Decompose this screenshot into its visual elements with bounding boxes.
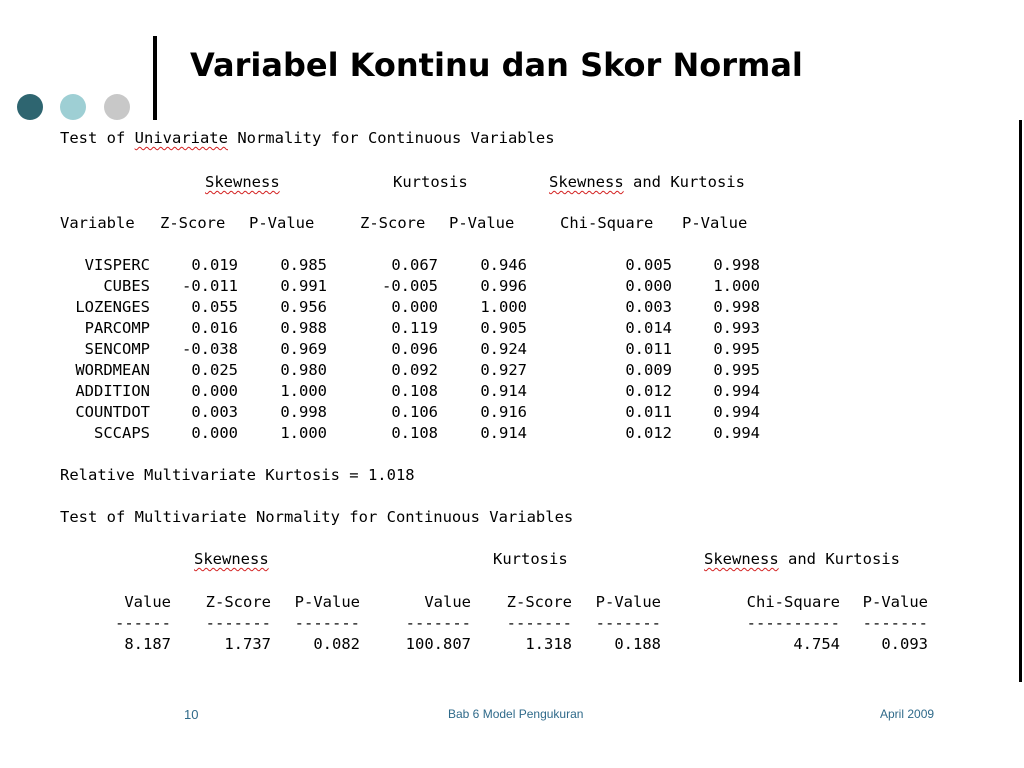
variable-name: LOZENGES bbox=[75, 298, 150, 316]
dash-separator: ------- bbox=[595, 614, 661, 632]
group-header-skewness-and-kurtosis bbox=[549, 172, 745, 193]
dash-separator: ------- bbox=[205, 614, 271, 632]
col-header-kurt-z: Z-Score bbox=[360, 214, 426, 232]
group-header-skewness: Skewness bbox=[194, 550, 269, 568]
group-header-text: Skewness bbox=[704, 550, 779, 568]
col-header-kurt-value: Value bbox=[424, 593, 471, 611]
skew-p-value: 1.000 bbox=[280, 382, 327, 400]
group-header-text: Skewness bbox=[549, 173, 624, 191]
variable-name: ADDITION bbox=[75, 382, 150, 400]
footer-page-number: 10 bbox=[184, 707, 199, 722]
col-header-chi-square: Chi-Square bbox=[560, 214, 654, 232]
col-header-skew-z: Z-Score bbox=[160, 214, 226, 232]
multivariate-heading: Test of Multivariate Normality for Continuous Variables bbox=[60, 508, 574, 526]
dash-separator: ------- bbox=[405, 614, 471, 632]
kurt-z-score: 0.092 bbox=[391, 361, 438, 379]
col-header-skew-value: Value bbox=[124, 593, 171, 611]
dash-separator: ------ bbox=[115, 614, 171, 632]
skew-z-score: 0.003 bbox=[191, 403, 238, 421]
variable-name: CUBES bbox=[103, 277, 150, 295]
skew-z-score: 0.016 bbox=[191, 319, 238, 337]
decorative-dot-teal bbox=[60, 94, 86, 120]
kurt-p-value: 0.927 bbox=[480, 361, 527, 379]
col-header-skew-p: P-Value bbox=[294, 593, 360, 611]
kurt-p-value: 0.916 bbox=[480, 403, 527, 421]
skew-p-value: 0.988 bbox=[280, 319, 327, 337]
col-header-variable: Variable bbox=[60, 214, 135, 232]
col-header-kurt-z: Z-Score bbox=[506, 593, 572, 611]
chi-p-value: 0.994 bbox=[713, 424, 760, 442]
skew-p-value: 0.991 bbox=[280, 277, 327, 295]
decorative-dot-gray bbox=[104, 94, 130, 120]
skew-z-score: 0.025 bbox=[191, 361, 238, 379]
group-header-skewness-and-kurtosis bbox=[704, 549, 900, 570]
kurtosis-z-score: 1.318 bbox=[525, 635, 572, 653]
footer-date: April 2009 bbox=[880, 707, 935, 721]
col-header-kurt-p: P-Value bbox=[595, 593, 661, 611]
decorative-dot-dark bbox=[17, 94, 43, 120]
chi-square-value: 4.754 bbox=[793, 635, 840, 653]
col-header-chi-p: P-Value bbox=[682, 214, 748, 232]
kurt-z-score: 0.000 bbox=[391, 298, 438, 316]
variable-name: SCCAPS bbox=[94, 424, 150, 442]
col-header-skew-z: Z-Score bbox=[205, 593, 271, 611]
right-border-line bbox=[1019, 120, 1022, 682]
title-divider bbox=[153, 36, 157, 120]
chi-p-value: 0.995 bbox=[713, 340, 760, 358]
skewness-z-score: 1.737 bbox=[224, 635, 271, 653]
chi-p-value: 0.995 bbox=[713, 361, 760, 379]
skew-z-score: -0.011 bbox=[182, 277, 238, 295]
kurt-z-score: 0.119 bbox=[391, 319, 438, 337]
group-header-kurtosis: Kurtosis bbox=[393, 173, 468, 191]
chi-square: 0.014 bbox=[625, 319, 672, 337]
group-header-kurtosis: Kurtosis bbox=[493, 550, 568, 568]
chi-square: 0.003 bbox=[625, 298, 672, 316]
footer-center-text: Bab 6 Model Pengukuran bbox=[448, 707, 584, 721]
kurt-p-value: 0.914 bbox=[480, 382, 527, 400]
chi-square: 0.005 bbox=[625, 256, 672, 274]
chi-square: 0.009 bbox=[625, 361, 672, 379]
skew-p-value: 0.969 bbox=[280, 340, 327, 358]
variable-name: PARCOMP bbox=[84, 319, 150, 337]
col-header-chi-square: Chi-Square bbox=[746, 593, 840, 611]
relative-multivariate-kurtosis: Relative Multivariate Kurtosis = 1.018 bbox=[60, 466, 415, 484]
chi-p-value: 0.998 bbox=[713, 256, 760, 274]
heading-text-misspelled: Univariate bbox=[134, 129, 228, 147]
dash-separator: ------- bbox=[294, 614, 360, 632]
kurt-p-value: 0.946 bbox=[480, 256, 527, 274]
skew-p-value: 0.956 bbox=[280, 298, 327, 316]
col-header-chi-p: P-Value bbox=[862, 593, 928, 611]
chi-p-value: 1.000 bbox=[713, 277, 760, 295]
variable-name: WORDMEAN bbox=[75, 361, 150, 379]
kurt-p-value: 1.000 bbox=[480, 298, 527, 316]
col-header-skew-p: P-Value bbox=[249, 214, 315, 232]
kurt-z-score: 0.067 bbox=[391, 256, 438, 274]
skew-z-score: 0.019 bbox=[191, 256, 238, 274]
chi-p-value: 0.998 bbox=[713, 298, 760, 316]
skew-p-value: 0.980 bbox=[280, 361, 327, 379]
dash-separator: ------- bbox=[506, 614, 572, 632]
group-header-text: and Kurtosis bbox=[623, 173, 745, 191]
chi-p-value: 0.993 bbox=[713, 319, 760, 337]
chi-square: 0.000 bbox=[625, 277, 672, 295]
skewness-p-value: 0.082 bbox=[313, 635, 360, 653]
skew-z-score: 0.055 bbox=[191, 298, 238, 316]
kurt-z-score: 0.106 bbox=[391, 403, 438, 421]
kurt-p-value: 0.905 bbox=[480, 319, 527, 337]
dash-separator: ---------- bbox=[746, 614, 840, 632]
skew-p-value: 1.000 bbox=[280, 424, 327, 442]
variable-name: COUNTDOT bbox=[75, 403, 150, 421]
kurtosis-p-value: 0.188 bbox=[614, 635, 661, 653]
skewness-value: 8.187 bbox=[124, 635, 171, 653]
kurt-z-score: 0.096 bbox=[391, 340, 438, 358]
col-header-kurt-p: P-Value bbox=[449, 214, 515, 232]
kurt-p-value: 0.924 bbox=[480, 340, 527, 358]
chi-square: 0.011 bbox=[625, 403, 672, 421]
group-header-skewness: Skewness bbox=[205, 173, 280, 191]
kurt-p-value: 0.996 bbox=[480, 277, 527, 295]
kurt-z-score: 0.108 bbox=[391, 382, 438, 400]
chi-p-value: 0.994 bbox=[713, 403, 760, 421]
skew-p-value: 0.985 bbox=[280, 256, 327, 274]
kurt-p-value: 0.914 bbox=[480, 424, 527, 442]
chi-square: 0.012 bbox=[625, 424, 672, 442]
chi-square: 0.012 bbox=[625, 382, 672, 400]
skew-z-score: -0.038 bbox=[182, 340, 238, 358]
kurt-z-score: -0.005 bbox=[382, 277, 438, 295]
kurt-z-score: 0.108 bbox=[391, 424, 438, 442]
kurtosis-value: 100.807 bbox=[405, 635, 471, 653]
variable-name: SENCOMP bbox=[84, 340, 150, 358]
heading-text: Normality for Continuous Variables bbox=[227, 129, 555, 147]
variable-name: VISPERC bbox=[84, 256, 150, 274]
slide-title: Variabel Kontinu dan Skor Normal bbox=[190, 46, 803, 84]
group-header-text: and Kurtosis bbox=[778, 550, 900, 568]
chi-square: 0.011 bbox=[625, 340, 672, 358]
heading-text: Test of bbox=[60, 129, 135, 147]
skew-p-value: 0.998 bbox=[280, 403, 327, 421]
chi-square-p-value: 0.093 bbox=[881, 635, 928, 653]
dash-separator: ------- bbox=[862, 614, 928, 632]
chi-p-value: 0.994 bbox=[713, 382, 760, 400]
skew-z-score: 0.000 bbox=[191, 424, 238, 442]
univariate-heading bbox=[60, 128, 555, 149]
skew-z-score: 0.000 bbox=[191, 382, 238, 400]
